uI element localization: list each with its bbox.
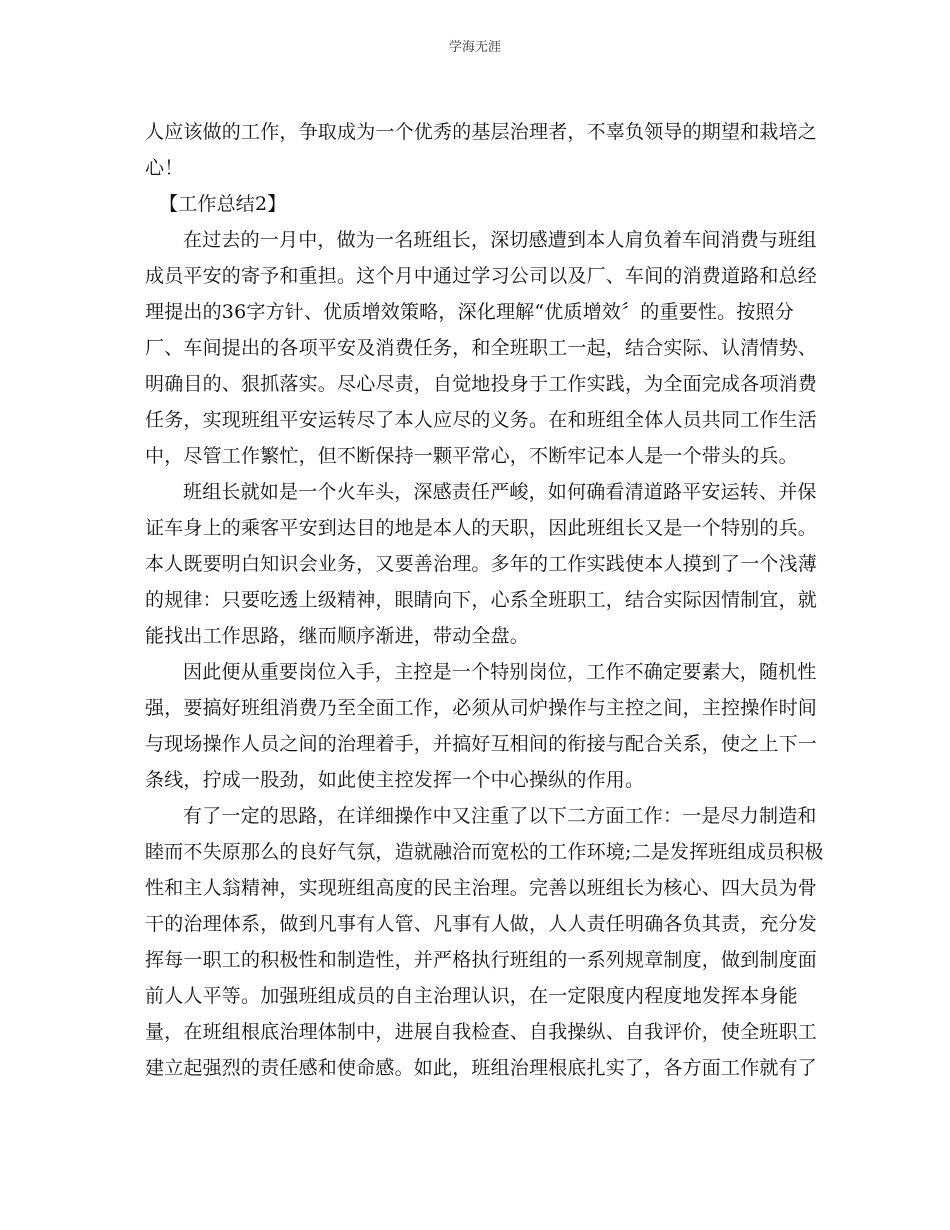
text-line: 强，要搞好班组消费乃至全面工作，必须从司炉操作与主控之间，主控操作时间 — [145, 697, 818, 719]
text-line: 理提出的36字方针、优质增效策略，深化理解“优质增效〞的重要性。按照分 — [145, 301, 794, 323]
text-line: 任务，实现班组平安运转尽了本人应尽的义务。在和班组全体人员共同工作生活 — [145, 409, 818, 431]
paragraph-start: 班组长就如是一个火车头，深感责任严峻，如何确看清道路平安运转、并保 — [183, 481, 817, 503]
paragraph-start: 因此便从重要岗位入手，主控是一个特别岗位，工作不确定要素大，随机性 — [183, 661, 817, 683]
text-line: 建立起强烈的责任感和使命感。如此，班组治理根底扎实了，各方面工作就有了 — [145, 1057, 818, 1079]
text-line: 性和主人翁精神，实现班组高度的民主治理。完善以班组长为核心、四大员为骨 — [145, 877, 818, 899]
text-line: 睦而不失原那么的良好气氛，造就融洽而宽松的工作环境;二是发挥班组成员积极 — [145, 841, 824, 863]
text-line: 心！ — [145, 157, 184, 179]
text-line: 成员平安的寄予和重担。这个月中通过学习公司以及厂、车间的消费道路和总经 — [145, 265, 818, 287]
section-heading: 【工作总结2】 — [159, 193, 287, 215]
text-line: 的规律：只要吃透上级精神，眼睛向下，心系全班职工，结合实际因情制宜，就 — [145, 589, 818, 611]
text-line: 中，尽管工作繁忙，但不断保持一颗平常心，不断牢记本人是一个带头的兵。 — [145, 445, 798, 467]
text-line: 与现场操作人员之间的治理着手，并搞好互相间的衔接与配合关系，使之上下一 — [145, 733, 818, 755]
text-line: 证车身上的乘客平安到达目的地是本人的天职，因此班组长又是一个特别的兵。 — [145, 517, 818, 539]
paragraph-start: 在过去的一月中，做为一名班组长，深切感遭到本人肩负着车间消费与班组 — [183, 229, 817, 251]
text-line: 能找出工作思路，继而顺序渐进，带动全盘。 — [145, 625, 530, 647]
paragraph-start: 有了一定的思路，在详细操作中又注重了以下二方面工作：一是尽力制造和 — [183, 805, 817, 827]
text-line: 前人人平等。加强班组成员的自主治理认识，在一定限度内程度地发挥本身能 — [145, 985, 798, 1007]
text-line: 人应该做的工作，争取成为一个优秀的基层治理者，不辜负领导的期望和栽培之 — [145, 121, 818, 143]
text-line: 本人既要明白知识会业务，又要善治理。多年的工作实践使本人摸到了一个浅薄 — [145, 553, 818, 575]
text-line: 量，在班组根底治理体制中，进展自我检查、自我操纵、自我评价，使全班职工 — [145, 1021, 818, 1043]
page-header: 学海无涯 — [448, 40, 501, 55]
text-line: 明确目的、狠抓落实。尽心尽责，自觉地投身于工作实践，为全面完成各项消费 — [145, 373, 818, 395]
text-line: 厂、车间提出的各项平安及消费任务，和全班职工一起，结合实际、认清情势、 — [145, 337, 818, 359]
text-line: 条线，拧成一股劲，如此使主控发挥一个中心操纵的作用。 — [145, 769, 645, 791]
document-body — [145, 114, 824, 1086]
text-line: 挥每一职工的积极性和制造性，并严格执行班组的一系列规章制度，做到制度面 — [145, 949, 818, 971]
text-line: 干的治理体系，做到凡事有人管、凡事有人做，人人责任明确各负其责，充分发 — [145, 913, 818, 935]
